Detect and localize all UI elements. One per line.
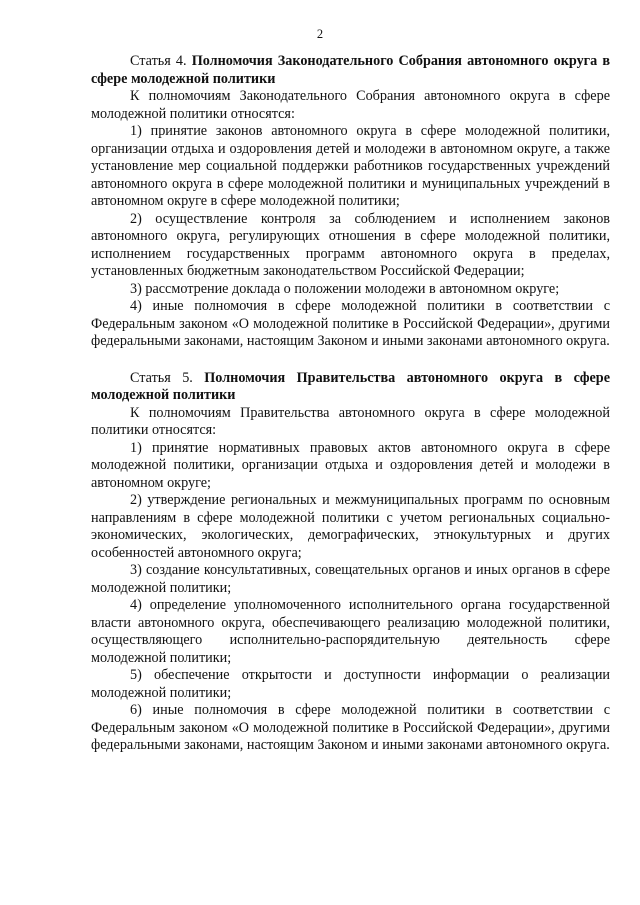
article-4-title: Полномочия Законодательного Собрания автономного округа в сфере молодежной политики bbox=[91, 53, 610, 87]
article-4-heading bbox=[91, 53, 610, 88]
article-4-item-1: 1) принятие законов автономного округа в сфере молодежной политики, организации отдыха и оздоровления детей и молодежи в автономном округе, а также установление мер социальной поддержки работников государственных учреждений автономного округа в сфере молодежной политики и муниципальных учреждений в автономном округе в сфере молодежной политики; bbox=[91, 123, 610, 209]
section-gap bbox=[91, 351, 610, 370]
article-5-item-2: 2) утверждение региональных и межмуниципальных программ по основным направлениям в сфере молодежной политики с учетом региональных социально-экономических, экологических, демографических, этнокультурных и других особенностей автономного округа; bbox=[91, 492, 610, 561]
article-4-item-3: 3) рассмотрение доклада о положении молодежи в автономном округе; bbox=[130, 280, 560, 297]
article-5-item-3: 3) создание консультативных, совещательных органов и иных органов в сфере молодежной политики; bbox=[91, 562, 610, 596]
article-4-prefix: Статья 4. bbox=[130, 53, 192, 69]
article-5-item-1: 1) принятие нормативных правовых актов автономного округа в сфере молодежной политики, организации отдыха и оздоровления детей и молодежи в автономном округе; bbox=[91, 439, 610, 491]
article-5-prefix: Статья 5. bbox=[130, 369, 205, 386]
article-5-item-6: 6) иные полномочия в сфере молодежной политики в соответствии с Федеральным законом «О молодежной политике в Российской Федерации», другими федеральными законами, настоящим Законом и иными законами автономного округа. bbox=[91, 702, 610, 753]
article-5-item-5: 5) обеспечение открытости и доступности информации о реализации молодежной политики; bbox=[91, 667, 610, 701]
article-5-title: Полномочия Правительства автономного округа в сфере молодежной политики bbox=[91, 369, 610, 403]
article-4-item-2: 2) осуществление контроля за соблюдением и исполнением законов автономного округа, регулирующих отношения в сфере молодежной политики, исполнением государственных программ автономного округа в пределах, установленных бюджетным законодательством Российской Федерации; bbox=[91, 210, 610, 279]
article-4-item-4: 4) иные полномочия в сфере молодежной политики в соответствии с Федеральным законом «О молодежной политике в Российской Федерации», другими федеральными законами, настоящим Законом и иными законами автономного округа. bbox=[91, 298, 610, 349]
page-number: 2 bbox=[316, 27, 324, 41]
document-body bbox=[91, 53, 610, 755]
article-5-heading bbox=[91, 370, 610, 405]
article-4-intro: К полномочиям Законодательного Собрания автономного округа в сфере молодежной политики относятся: bbox=[91, 88, 610, 122]
article-5-item-4: 4) определение уполномоченного исполнительного органа государственной власти автономного округа, обеспечивающего реализацию молодежной политики, осуществляющего исполнительно-распорядительную деятельность сфере молодежной политики; bbox=[91, 597, 610, 666]
article-5-intro: К полномочиям Правительства автономного округа в сфере молодежной политики относятся: bbox=[91, 404, 610, 438]
